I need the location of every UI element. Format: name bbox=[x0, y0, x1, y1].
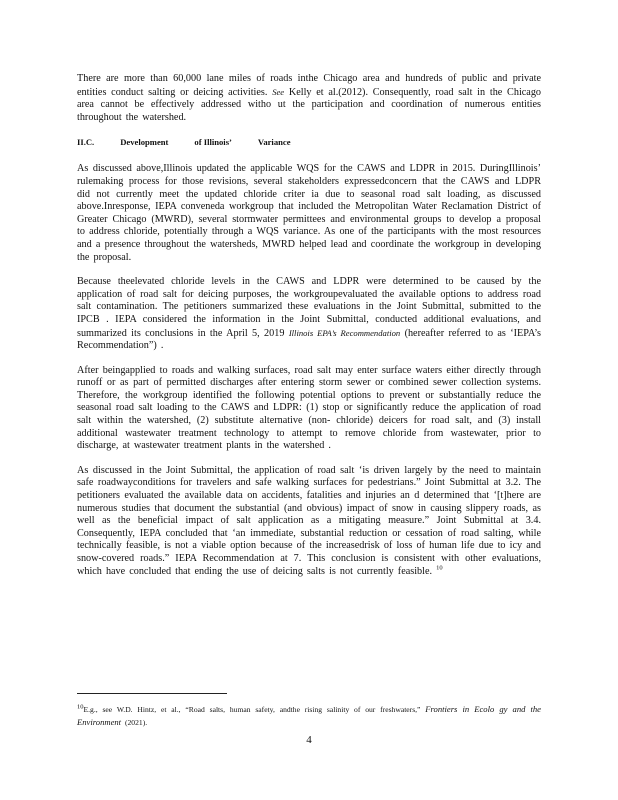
paragraph-3: Because theelevated chloride levels in the CAWS and LDPR were determined to be caused by the application of road salt for deicing purposes, the workgroupevaluated the available options to address road salt contamination. The petitioners summarized these evaluations in the Joint Submittal, submitted to the IPCB . IEPA considered the information in the Joint Submittal, conducted additional evaluations, and summarized its conclusions in the April 5, 2019 Illinois EPA’s Recommendation (hereafter referred to as ‘IEPA’s Recommendation”) . bbox=[77, 276, 542, 352]
section-heading: II.C. Development of Illinois’ Variance bbox=[77, 137, 291, 148]
recommendation-title: Illinois EPA’s Recommendation bbox=[288, 327, 401, 338]
footnote-divider bbox=[77, 693, 227, 694]
journal-title: Frontiers in Ecolo gy and the Environment bbox=[77, 704, 541, 727]
footnote-reference: 10 bbox=[436, 564, 443, 572]
see-signal: See bbox=[272, 86, 285, 97]
body-text bbox=[77, 73, 541, 590]
footnote: $^{10}$E.g., see W.D. Hintz, et al., “Road salts, human safety, andthe rising salinity of our freshwaters,” Frontiers in Ecolo gy and the Environment (2021). bbox=[77, 703, 541, 727]
paragraph-5: As discussed in the Joint Submittal, the application of road salt ‘is driven largely by the need to maintain safe roadwayconditions for travelers and safe walking surfaces for pedestrians.” Joint Submittal at 3.2. The petitioners evaluated the available data on accidents, fatalities and injuries an d determined that ‘[t]here are numerous studies that document the substantial (and obvious) impact of snow in causing slippery roads, as well as the beneficial impact of salt application as a mitigating measure.” Joint Submittal at 3.4. Consequently, IEPA concluded that ‘an immediate, substantial reduction or cessation of road salting, while technically feasible, is not a viable option because of the increasedrisk of loss of human life due to icy and snow-covered roads.” IEPA Recommendation at 7. This conclusion is consistent with other evaluations, which have concluded that ending the use of deicing salts is not currently feasible. $^{10}$ bbox=[77, 464, 541, 577]
page-number: 4 bbox=[306, 734, 312, 746]
paragraph-2: As discussed above,Illinois updated the applicable WQS for the CAWS and LDPR in 2015. DuringIllinois’ rulemaking process for those revisions, several stakeholders expressedconcern that the CAWS and LDPR did not currently meet the updated chloride criter ia due to seasonal road salt loading, as discussed above.Inresponse, IEPA conveneda workgroup that included the Metropolitan Water Reclamation District of Greater Chicago (MWRD), several stormwater permittees and environmental groups to develop a proposal to address chloride, potentially through a WQS variance. As one of the participants with the most resources and a presence throughout the watersheds, MWRD helped lead and coordinate the workgroup in developing the proposal. bbox=[77, 163, 541, 263]
paragraph-4: After beingapplied to roads and walking surfaces, road salt may enter surface waters either directly through runoff or as part of permitted discharges after entering storm sewer or combined sewer collection systems. Therefore, the workgroup identified the following potential options to prevent or substantially reduce the seasonal road salt loading to the CAWS and LDPR: (1) stop or significantly reduce the application of road salt within the watershed, (2) substitute alternative (non- chloride) deicers for road salt, and (3) install additional wastewater treatment technology to attempt to remove chloride from wastewater, prior to discharge, at wastewater treatment plants in the watershed . bbox=[77, 364, 541, 452]
paragraph-1: There are more than 60,000 lane miles of roads inthe Chicago area and hundreds of public and private entities conduct salting or deicing activities. See Kelly et al.(2012). Consequently, road salt in the Chicago area cannot be effectively addressed witho ut the participation and coordination of numerous entities throughout the watershed. bbox=[77, 73, 542, 123]
footnote-mark: 10 bbox=[77, 703, 84, 711]
